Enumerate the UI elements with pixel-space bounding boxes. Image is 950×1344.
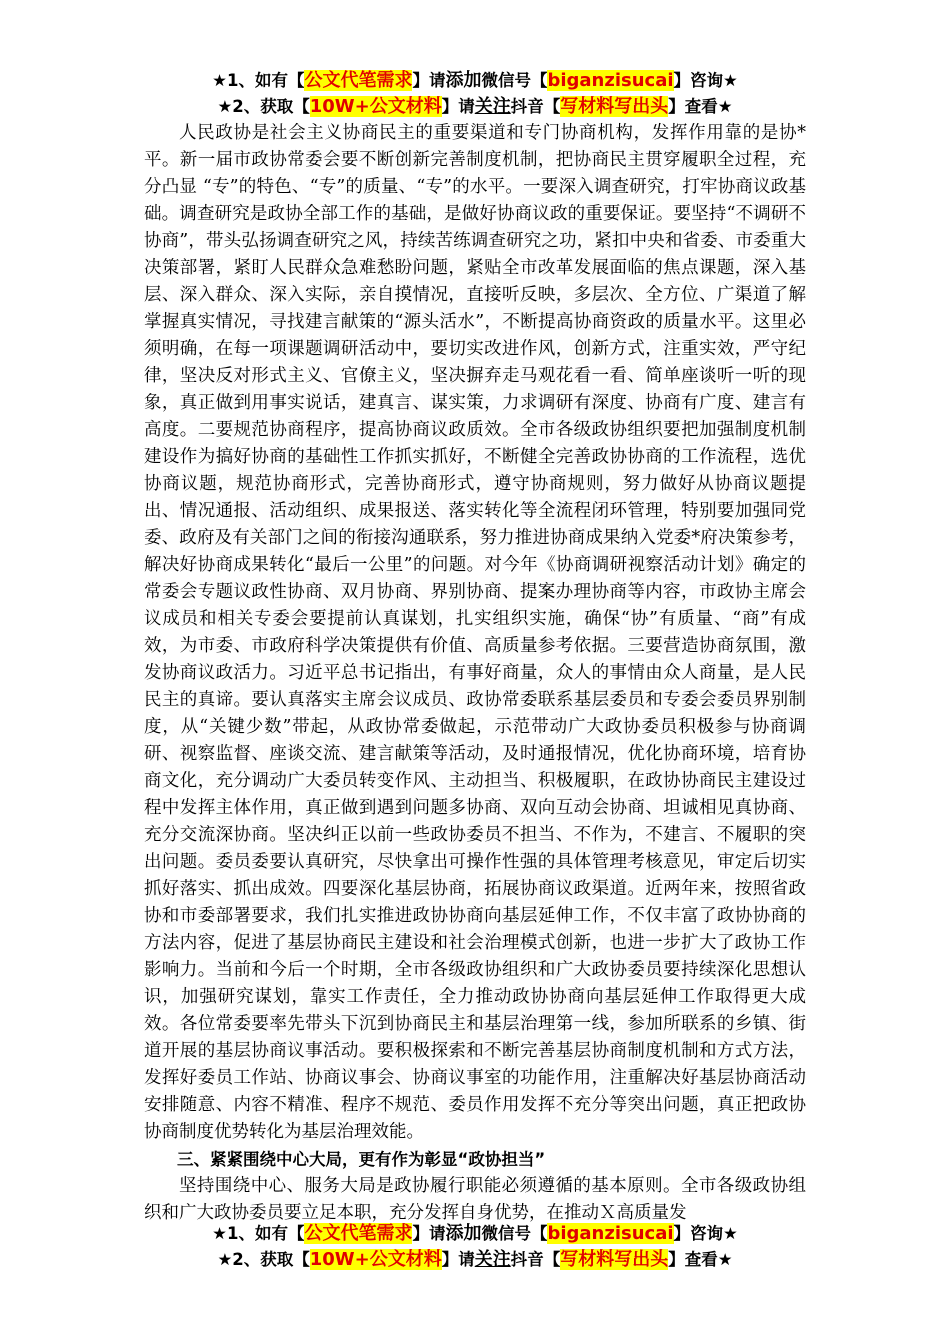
banner-text: 】请	[412, 1224, 446, 1243]
body-paragraph: 人民政协是社会主义协商民主的重要渠道和专门协商机构，发挥作用靠的是协*平。新一届市政协常委会要不断创新完善制度机制，把协商民主贯穿履职全过程，充分凸显 “专”的特色、“专”的质量、“专”的水平。一要深入调查研究，打牢协商议政基础。调查研究是政协全部工作的基础，是做好协商议政的重要保证。要坚持“不调研不协商”，带头弘扬调查研究之风，持续苦练调查研究之功，紧扣中央和省委、市委重大决策部署，紧盯人民群众急难愁盼问题，紧贴全市改革发展面临的焦点课题，深入基层、深入群众、深入实际，亲自摸情况，直接听反映，多层次、全方位、广渠道了解掌握真实情况，寻找建言献策的“源头活水”，不断提高协商资政的质量水平。这里必须明确，在每一项课题调研活动中，要切实改进作风，创新方式，注重实效，严守纪律，坚决反对形式主义、官僚主义，坚决摒弃走马观花看一看、简单座谈听一听的现象，真正做到用事实说话，建真言、谋实策，力求调研有深度、协商有广度、建言有高度。二要规范协商程序，提高协商议政质效。全市各级政协组织要把加强制度机制建设作为搞好协商的基础性工作抓实抓好，不断健全完善政协协商的工作流程，选优协商议题，规范协商形式，完善协商形式，遵守协商规则，努力做好从协商议题提出、情况通报、活动组织、成果报送、落实转化等全流程闭环管理，特别要加强同党委、政府及有关部门之间的衔接沟通联系，努力推进协商成果纳入党委*府决策参考，解决好协商成果转化“最后一公里”的问题。对今年《协商调研视察活动计划》确定的常委会专题议政性协商、双月协商、界别协商、提案办理协商等内容，市政协主席会议成员和相关专委会要提前认真谋划，扎实组织实施，确保“协”有质量、“商”有成效，为市委、市政府科学决策提供有价值、高质量参考依据。三要营造协商氛围，激发协商议政活力。习近平总书记指出，有事好商量，众人的事情由众人商量，是人民民主的真谛。要认真落实主席会议成员、政协常委联系基层委员和专委会委员界别制度，从“关键少数”带起，从政协常委做起，示范带动广大政协委员积极参与协商调研、视察监督、座谈交流、建言献策等活动，及时通报情况，优化协商环境，培育协商文化，充分调动广大委员转变作风、主动担当、积极履职，在政协协商民主建设过程中发挥主体作用，真正做到遇到问题多协商、双向互动会协商、坦诚相见真协商、充分交流深协商。坚决纠正以前一些政协委员不担当、不作为，不建言、不履职的突出问题。委员委要认真研究，尽快拿出可操作性强的具体管理考核意见，审定后切实抓好落实、抓出成效。四要深化基层协商，拓展协商议政渠道。近两年来，按照省政协和市委部署要求，我们扎实推进政协协商向基层延伸工作，不仅丰富了政协协商的方法内容，促进了基层协商民主建设和社会治理模式创新，也进一步扩大了政协工作影响力。当前和今后一个时期，全市各级政协组织和广大政协委员要持续深化思想认识，加强研究谋划，靠实工作责任，全力推动政协协商向基层延伸工作取得更大成效。各位常委要率先带头下沉到协商民主和基层治理第一线，参加所联系的乡镇、街道开展的基层协商议事活动。要积极探索和不断完善基层协商制度机制和方式方法，发挥好委员工作站、协商议事会、协商议事室的功能作用，注重解决好基层协商活动安排随意、内容不精准、程序不规范、委员作用发挥不充分等突出问题，真正把政协协商制度优势转化为基层治理效能。	[144, 123, 806, 1142]
banner-highlight: 10W+公文材料	[309, 96, 442, 117]
banner-text: 】请	[441, 1250, 475, 1269]
banner-emphasis: 关注	[474, 1249, 511, 1270]
banner-prefix: ★2、获取【	[217, 1250, 310, 1269]
banner-emphasis: 关注	[474, 96, 511, 117]
banner-highlight: 公文代笔需求	[304, 1223, 413, 1244]
banner-highlight: 公文代笔需求	[304, 70, 413, 91]
document-body	[144, 120, 806, 1227]
banner-text: 】请	[412, 71, 446, 90]
banner-suffix: 】咨询★	[673, 71, 738, 90]
footer-banner-line-1	[140, 1221, 810, 1247]
banner-text: 微信号【	[481, 71, 548, 90]
section-heading: 三、紧紧围绕中心大局，更有作为彰显“政协担当”	[177, 1150, 546, 1169]
banner-highlight: 10W+公文材料	[309, 1249, 442, 1270]
banner-suffix: 】咨询★	[673, 1224, 738, 1243]
header-banner-line-2	[140, 94, 810, 120]
banner-text: 微信号【	[481, 1224, 548, 1243]
banner-highlight: biganzisucai	[547, 1223, 674, 1244]
banner-suffix: 】查看★	[668, 97, 733, 116]
banner-suffix: 】查看★	[668, 1250, 733, 1269]
banner-text: 抖音【	[510, 1250, 561, 1269]
banner-prefix: ★2、获取【	[217, 97, 310, 116]
banner-highlight: biganzisucai	[547, 70, 674, 91]
banner-prefix: ★1、如有【	[212, 1224, 305, 1243]
banner-emphasis: 添加	[445, 70, 482, 91]
banner-highlight: 写材料写出头	[560, 96, 669, 117]
footer-banner-line-2	[140, 1247, 810, 1273]
header-banner-line-1	[140, 68, 810, 94]
banner-text: 】请	[441, 97, 475, 116]
banner-prefix: ★1、如有【	[212, 71, 305, 90]
banner-highlight: 写材料写出头	[560, 1249, 669, 1270]
banner-text: 抖音【	[510, 97, 561, 116]
body-paragraph: 坚持围绕中心、服务大局是政协履行职能必须遵循的基本原则。全市各级政协组织和广大政协委员要立足本职，充分发挥自身优势，在推动Ｘ高质量发	[144, 1176, 806, 1223]
banner-emphasis: 添加	[445, 1223, 482, 1244]
